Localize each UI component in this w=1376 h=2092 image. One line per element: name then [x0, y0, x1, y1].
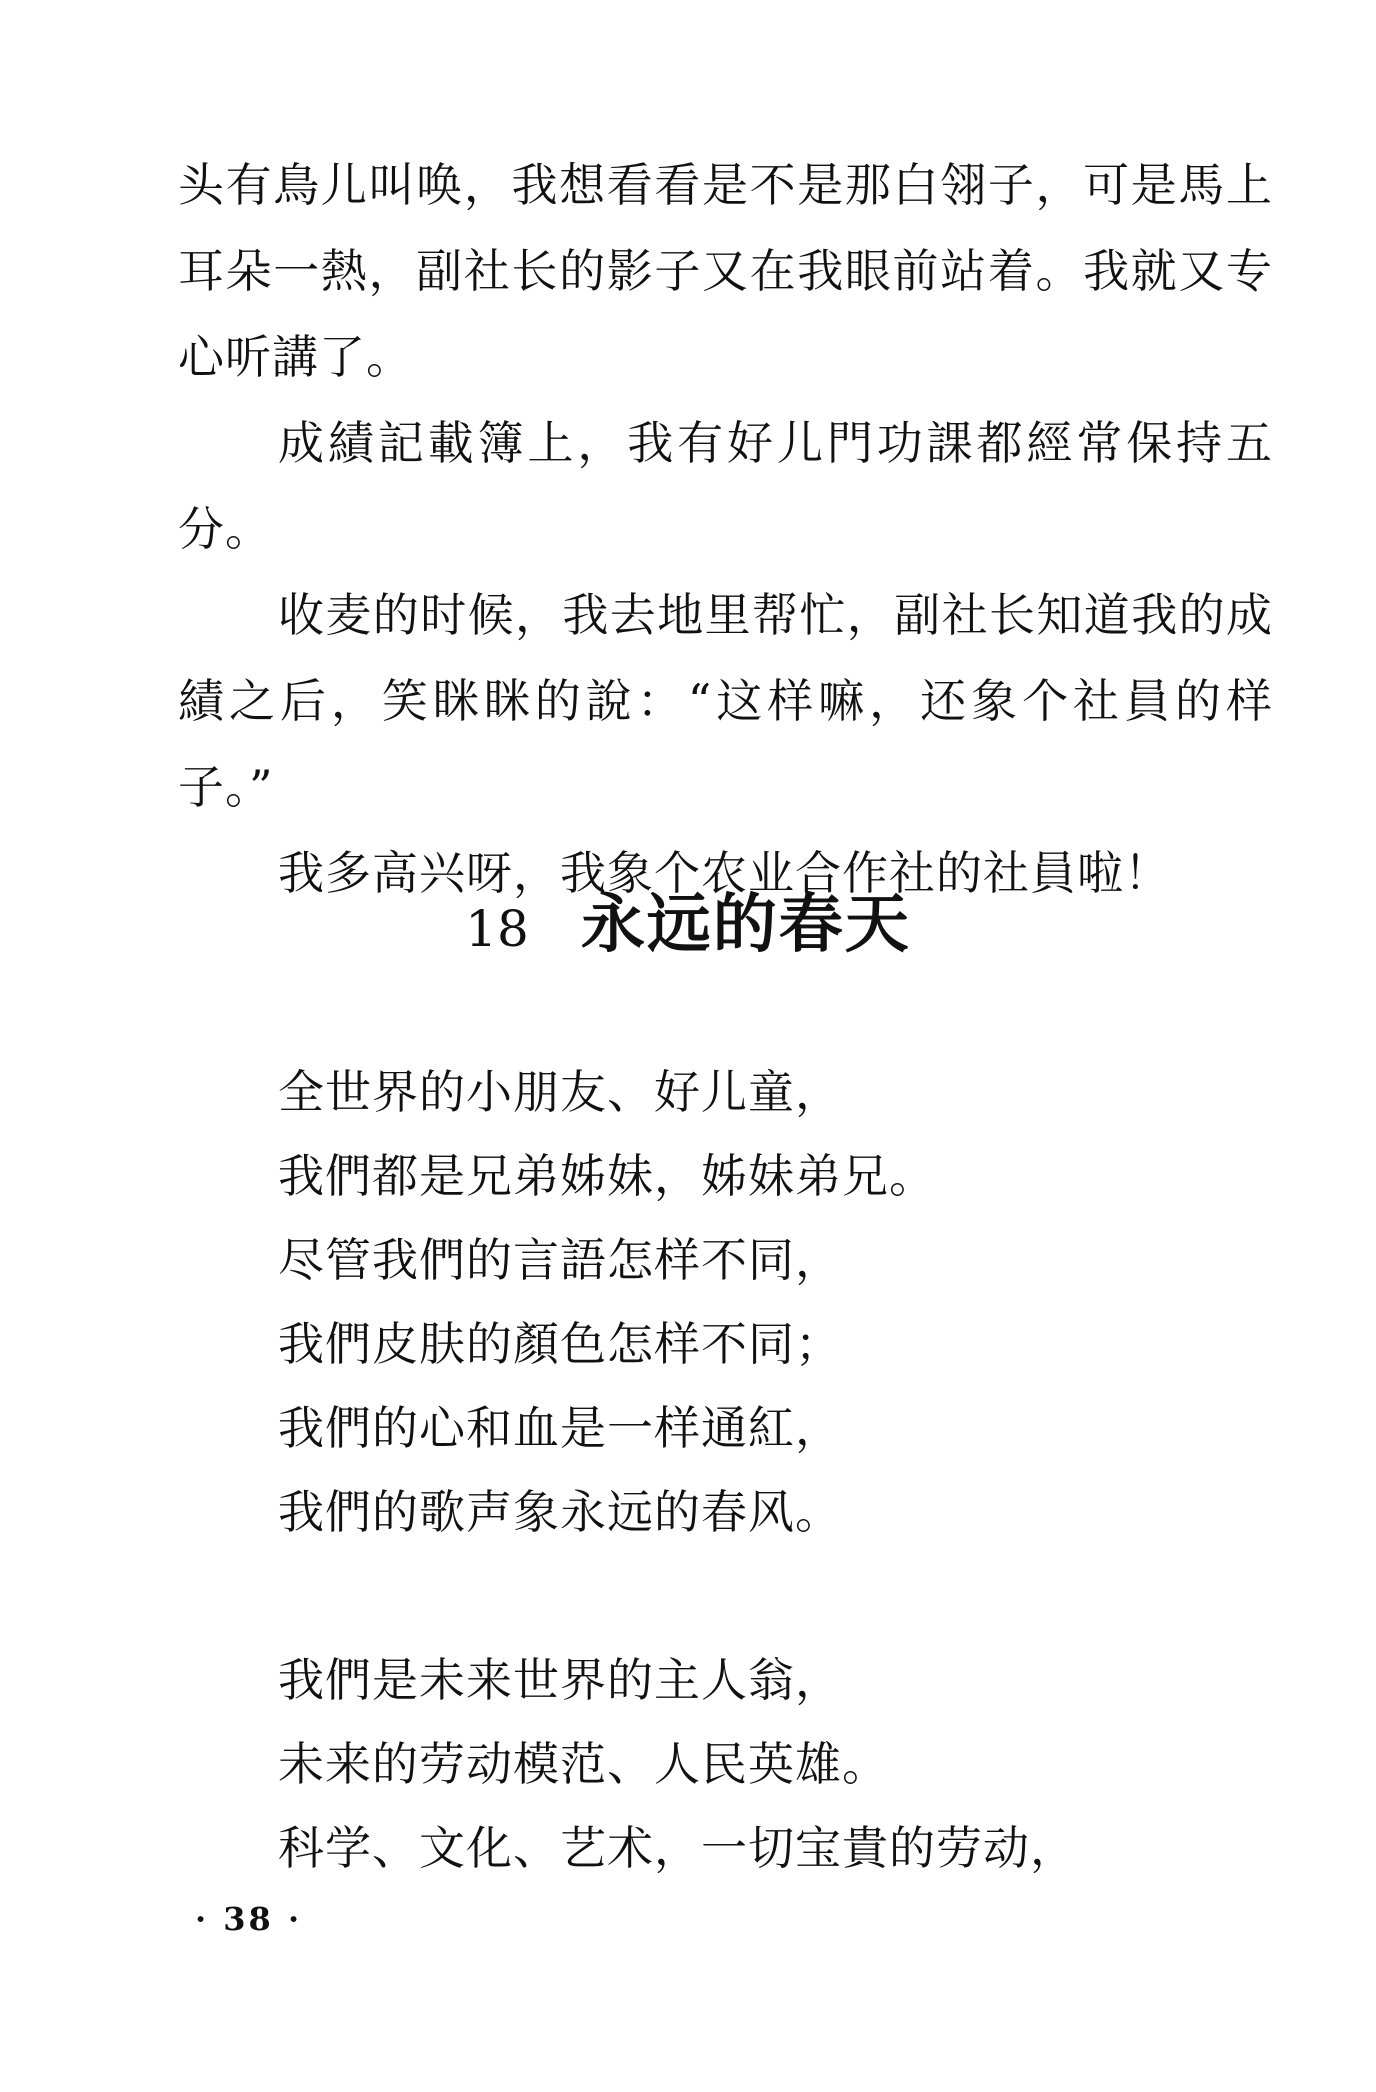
prose-section [178, 142, 1273, 916]
poem-line: 科学、文化、艺术，一切宝貴的劳动， [278, 1821, 1077, 1875]
poem-line: 我們是未来世界的主人翁， [278, 1653, 842, 1707]
poem [278, 1050, 1278, 1974]
poem-line: 未来的劳动模范、人民英雄。 [278, 1737, 889, 1791]
paragraph-happy: 我多高兴呀，我象个农业合作社的社員啦！ [278, 846, 1171, 900]
poem-line: 尽管我們的言語怎样不同， [278, 1233, 842, 1287]
section-title: 永远的春天 [580, 887, 911, 962]
poem-line: 我們都是兄弟姊妹，姊妹弟兄。 [278, 1149, 936, 1203]
section-heading [0, 880, 1376, 974]
poem-line: 我們的心和血是一样通紅， [278, 1401, 842, 1455]
poem-line: 我們皮肤的顏色怎样不同； [278, 1317, 842, 1371]
paragraph-harvest: 收麦的时候，我去地里帮忙，副社长知道我的成績之后，笑眯眯的說：“这样嘛，还象个社員的样子。” [178, 588, 1273, 814]
section-number: 18 [465, 900, 529, 958]
poem-line: 全世界的小朋友、好儿童， [278, 1065, 842, 1119]
paragraph-grades: 成績記載簿上，我有好儿門功課都經常保持五分。 [178, 416, 1273, 556]
poem-stanza-1 [278, 1050, 1278, 1554]
page-number: · 38 · [195, 1900, 303, 1938]
paragraph-continued: 头有鳥儿叫唤，我想看看是不是那白翎子，可是馬上耳朵一熱，副社长的影子又在我眼前站着。我就又专心听講了。 [178, 158, 1273, 384]
poem-line: 我們的歌声象永远的春风。 [278, 1485, 842, 1539]
poem-stanza-2 [278, 1638, 1278, 1890]
